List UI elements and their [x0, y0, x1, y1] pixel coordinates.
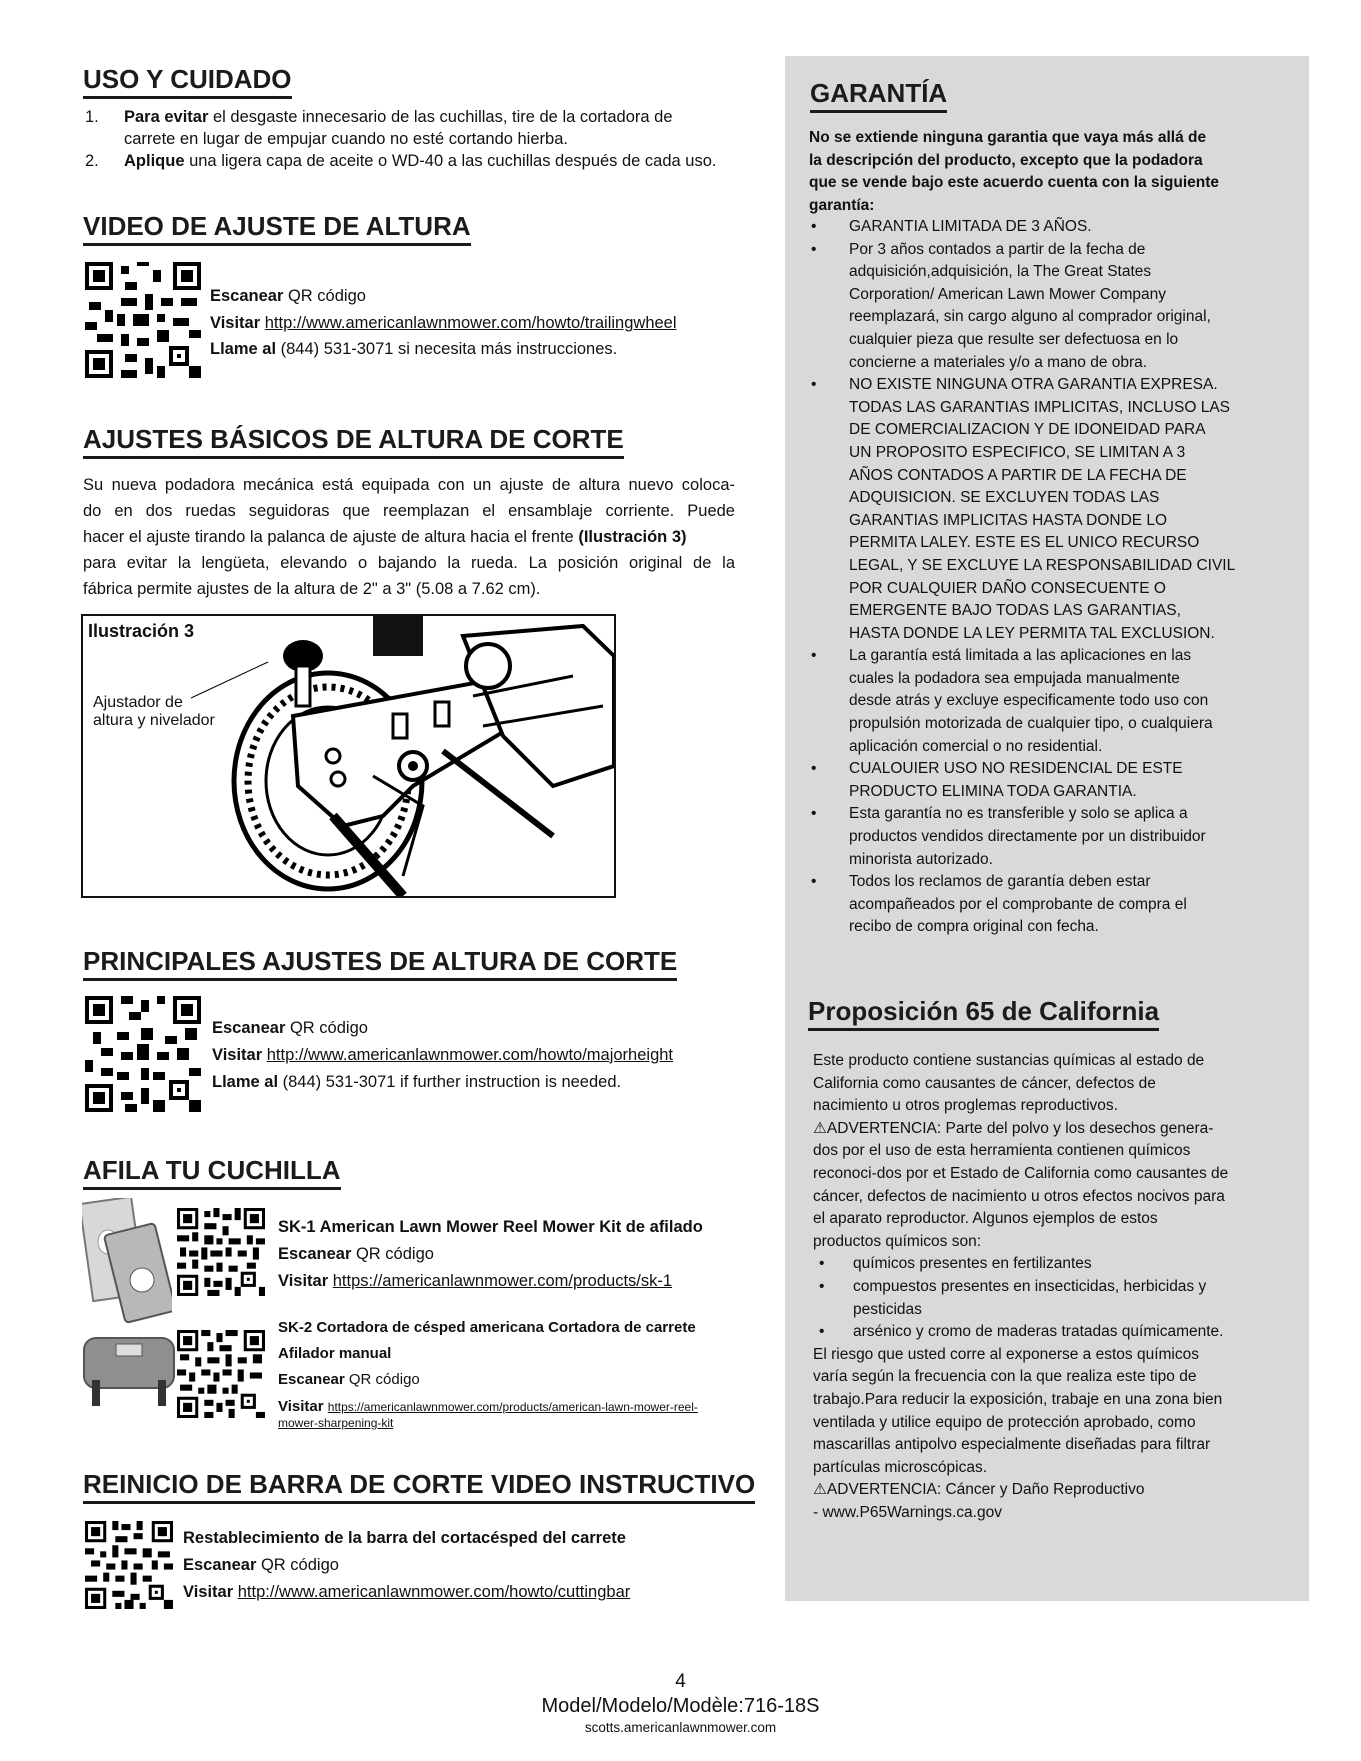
prop65-bullet-1 — [813, 1253, 1228, 1276]
garantia-bullet-text: cuales la podadora sea empujada manualmente — [849, 669, 1180, 687]
sk2-title-2: Afilador manual — [278, 1345, 392, 1362]
scan-lead: Escanear — [278, 1371, 345, 1388]
garantia-bullet-text: adquisición,adquisición, la The Great States — [849, 263, 1152, 281]
prop65-bullet-2-text-2: pesticidas — [853, 1300, 922, 1318]
garantia-bullet-text: DE COMERCIALIZACION Y DE IDONEIDAD PARA — [849, 421, 1206, 439]
garantia-bullet-text: Por 3 años contados a partir de la fecha de — [849, 240, 1146, 258]
prop65-warning-2 — [813, 1479, 1228, 1502]
basicos-line-4: para evitar la lengüeta, elevando o bajando la rueda. La posición original de la — [83, 554, 735, 572]
bullet-icon: • — [811, 218, 817, 235]
garantia-bullet-text: LEGAL, Y SE EXCLUYE LA RESPONSABILIDAD CIVIL — [849, 556, 1236, 574]
bullet-icon: • — [811, 240, 817, 258]
uso-item-1-num: 1. — [85, 108, 99, 126]
reinicio-visit — [183, 1581, 630, 1603]
garantia-bullet-text: HASTA DONDE LA LEY PERMITA TAL EXCLUSION. — [849, 624, 1215, 642]
visit-lead: Visitar — [212, 1046, 263, 1064]
prop65-line: el aparato reproductor. Algunos ejemplos de estos — [813, 1210, 1158, 1228]
sk2-visit — [278, 1398, 698, 1415]
scan-lead: Escanear — [212, 1019, 286, 1037]
garantia-bullet-text: acompañeados por el comprobante de compra el — [849, 895, 1187, 913]
qr-code-icon[interactable] — [85, 262, 201, 378]
garantia-bullet-text: minorista autorizado. — [849, 850, 993, 868]
call-text: (844) 531-3071 si necesita más instrucciones. — [276, 340, 618, 358]
garantia-intro-line-3: que se vende bajo este acuerdo cuenta con la siguiente — [809, 174, 1220, 191]
qr-code-icon[interactable] — [85, 996, 201, 1112]
section-title-reinicio: REINICIO DE BARRA DE CORTE VIDEO INSTRUCTIVO — [83, 1469, 755, 1504]
section-title-principales: PRINCIPALES AJUSTES DE ALTURA DE CORTE — [83, 946, 677, 981]
visit-lead: Visitar — [278, 1398, 324, 1415]
call-lead: Llame al — [212, 1073, 279, 1091]
section-title-prop65: Proposición 65 de California — [808, 996, 1159, 1031]
uso-item-2 — [124, 150, 717, 172]
section-title-afila: AFILA TU CUCHILLA — [83, 1155, 341, 1190]
wheel-adjuster-drawing — [83, 616, 614, 896]
video-altura-scan — [210, 285, 366, 307]
section-title-basicos: AJUSTES BÁSICOS DE ALTURA DE CORTE — [83, 424, 624, 459]
sk1-link[interactable]: https://americanlawnmower.com/products/sk-1 — [332, 1272, 673, 1290]
sk2-scan — [278, 1370, 420, 1390]
garantia-bullet-text: Todos los reclamos de garantía deben estar — [849, 873, 1151, 891]
sk1-title: SK-1 American Lawn Mower Reel Mower Kit de afilado — [278, 1218, 703, 1236]
visit-lead: Visitar — [278, 1272, 329, 1290]
prop65-body — [813, 1050, 1228, 1524]
garantia-bullet-text: AÑOS CONTADOS A PARTIR DE LA FECHA DE — [849, 466, 1187, 484]
bullet-icon: • — [811, 873, 817, 891]
prop65-bullet-2 — [813, 1276, 1228, 1299]
garantia-bullet-text: reemplazará, sin cargo alguno al comprador original, — [849, 308, 1211, 326]
prop65-bullet-3 — [813, 1321, 1228, 1344]
bullet-icon: • — [811, 376, 817, 394]
prop65-bullet-3-text: arsénico y cromo de maderas tratadas químicamente. — [853, 1323, 1224, 1341]
prop65-line: nacimiento u otros proglemas reproductivos. — [813, 1097, 1118, 1115]
garantia-bullet-text: NO EXISTE NINGUNA OTRA GARANTIA EXPRESA. — [849, 376, 1218, 394]
principales-call — [212, 1071, 621, 1093]
uso-item-1-text: el desgaste innecesario de las cuchillas, tire de la cortadora de — [208, 108, 673, 126]
garantia-intro-line-1: No se extiende ninguna garantia que vaya más allá de — [809, 129, 1207, 146]
illustration-label-1: Ajustador de — [93, 694, 183, 711]
illustration-label-2: altura y nivelador — [93, 712, 215, 729]
garantia-bullet-text: Corporation/ American Lawn Mower Company — [849, 285, 1167, 303]
warning-triangle-icon: ⚠ — [813, 1481, 827, 1499]
qr-code-icon[interactable] — [177, 1330, 265, 1418]
prop65-warning-1 — [813, 1118, 1228, 1141]
sk2-link-2[interactable]: mower-sharpening-kit — [278, 1416, 394, 1430]
prop65-line: productos químicos son: — [813, 1232, 982, 1250]
prop65-line: partículas microscópicas. — [813, 1458, 988, 1476]
warning-2-text: ADVERTENCIA: Cáncer y Daño Reproductivo — [826, 1481, 1145, 1499]
sk1-visit — [278, 1270, 672, 1292]
prop65-line: mascarillas antipolvo especialmente diseñadas para filtrar — [813, 1436, 1211, 1454]
scan-text: QR código — [344, 1371, 420, 1388]
garantia-intro-line-4: garantía: — [809, 196, 875, 214]
sk2-title: SK-2 Cortadora de césped americana Cortadora de carrete — [278, 1319, 696, 1336]
garantia-bullet-text: GARANTIAS IMPLICITAS HASTA DONDE LO — [849, 511, 1168, 529]
garantia-bullet-text: ADQUISICION. SE EXCLUYEN TODAS LAS — [849, 489, 1160, 507]
scan-lead: Escanear — [278, 1245, 352, 1263]
garantia-intro — [809, 127, 1219, 217]
garantia-bullet-text: CUALOUIER USO NO RESIDENCIAL DE ESTE — [849, 760, 1183, 778]
bullet-icon: • — [819, 1255, 825, 1273]
bullet-icon: • — [819, 1323, 825, 1341]
prop65-bullet-1-text: químicos presentes en fertilizantes — [853, 1255, 1092, 1273]
garantia-intro-line-2: la descripción del producto, excepto que la podadora — [809, 151, 1203, 169]
trailingwheel-link[interactable]: http://www.americanlawnmower.com/howto/trailingwheel — [264, 314, 677, 332]
garantia-bullet-text: PRODUCTO ELIMINA TODA GARANTIA. — [849, 782, 1137, 800]
scan-text: QR código — [351, 1245, 434, 1263]
sk2-link[interactable]: https://americanlawnmower.com/products/american-lawn-mower-reel- — [327, 1400, 698, 1414]
page-number: 4 — [675, 1671, 686, 1692]
scan-text: QR código — [283, 287, 366, 305]
majorheight-link[interactable]: http://www.americanlawnmower.com/howto/majorheight — [266, 1046, 674, 1064]
basicos-line-3 — [83, 526, 687, 548]
garantia-bullet-text: desde atrás y excluye especificamente todo uso con — [849, 692, 1209, 710]
uso-item-1-lead: Para evitar — [124, 108, 209, 126]
visit-lead: Visitar — [183, 1583, 234, 1601]
prop65-line: dos por el uso de esta herramienta contienen químicos — [813, 1142, 1191, 1160]
reinicio-scan — [183, 1554, 339, 1576]
garantia-bullet-text: Esta garantía no es transferible y solo se aplica a — [849, 805, 1188, 823]
qr-code-icon[interactable] — [177, 1208, 265, 1296]
cuttingbar-link[interactable]: http://www.americanlawnmower.com/howto/cuttingbar — [237, 1583, 631, 1601]
prop65-line: cáncer, defectos de nacimiento u otros efectos nocivos para — [813, 1187, 1225, 1205]
prop65-bullet-2-text: compuestos presentes en insecticidas, herbicidas y — [853, 1277, 1207, 1295]
video-altura-visit — [210, 312, 677, 334]
warning-triangle-icon: ⚠ — [813, 1119, 827, 1137]
warning-1-text: ADVERTENCIA: Parte del polvo y los desechos genera- — [826, 1119, 1214, 1137]
uso-item-1 — [124, 106, 673, 128]
uso-item-1-line2: carrete en lugar de empujar cuando no esté cortando hierba. — [124, 130, 568, 148]
qr-code-icon[interactable] — [85, 1521, 173, 1609]
garantia-bullet-text: aplicación comercial o no residential. — [849, 737, 1103, 755]
prop65-site: - www.P65Warnings.ca.gov — [813, 1503, 1002, 1521]
basicos-line-3-text: hacer el ajuste tirando la palanca de ajuste de altura hacia el frente — [83, 528, 574, 546]
principales-scan — [212, 1017, 368, 1039]
reinicio-line-1: Restablecimiento de la barra del cortacésped del carrete — [183, 1529, 626, 1547]
garantia-bullet-text: EMERGENTE BAJO TODAS LAS GARANTIAS, — [849, 602, 1181, 620]
sk1-scan — [278, 1243, 434, 1265]
uso-item-2-num: 2. — [85, 152, 99, 170]
call-lead: Llame al — [210, 340, 277, 358]
garantia-bullet-text: La garantía está limitada a las aplicaciones en las — [849, 647, 1192, 665]
scan-lead: Escanear — [210, 287, 284, 305]
garantia-bullet-text: PERMITA LALEY. ESTE ES EL UNICO RECURSO — [849, 534, 1200, 552]
basicos-line-2: do en dos ruedas seguidoras que reemplazan el ensamblaje corriente. Puede — [83, 502, 735, 520]
garantia-bullet-text: UN PROPOSITO ESPECIFICO, SE LIMITAN A 3 — [849, 443, 1186, 461]
principales-visit — [212, 1044, 673, 1066]
section-title-video-altura: VIDEO DE AJUSTE DE ALTURA — [83, 211, 471, 246]
video-altura-call — [210, 338, 617, 360]
model-number: Model/Modelo/Modèle:716-18S — [541, 1695, 820, 1717]
basicos-line-1: Su nueva podadora mecánica está equipada con un ajuste de altura nuevo coloca- — [83, 476, 735, 494]
garantia-bullet-text: concierne a materiales y/o a mano de obra. — [849, 353, 1148, 371]
prop65-line: varía según la frecuencia con la que realiza este tipo de — [813, 1368, 1197, 1386]
prop65-line: trabajo.Para reducir la exposición, trabaje en una zona bien — [813, 1390, 1223, 1408]
bullet-icon: • — [811, 647, 817, 665]
garantia-bullet-text: TODAS LAS GARANTIAS IMPLICITAS, INCLUSO LAS — [849, 398, 1230, 416]
sk1-product-image — [82, 1198, 172, 1328]
prop65-line: California como causantes de cáncer, defectos de — [813, 1074, 1156, 1092]
illustration-title: Ilustración 3 — [88, 621, 195, 641]
garantia-bullet-text: productos vendidos directamente por un distribuidor — [849, 828, 1206, 846]
prop65-line: reconoci-dos por et Estado de California como causantes de — [813, 1164, 1229, 1182]
bullet-icon: • — [811, 760, 817, 778]
illustration-3-box — [81, 614, 616, 898]
footer-site: scotts.americanlawnmower.com — [584, 1720, 777, 1735]
prop65-bullet-2-line-2 — [813, 1299, 1228, 1322]
garantia-bullet-text: POR CUALQUIER DAÑO CONSECUENTE O — [849, 579, 1166, 597]
call-text: (844) 531-3071 if further instruction is needed. — [278, 1073, 622, 1091]
basicos-line-3-bold: (Ilustración 3) — [573, 528, 687, 546]
garantia-bullet-text: GARANTIA LIMITADA DE 3 AÑOS. — [849, 218, 1092, 235]
prop65-line: Este producto contiene sustancias químicas al estado de — [813, 1052, 1205, 1069]
uso-item-2-text: una ligera capa de aceite o WD-40 a las cuchillas después de cada uso. — [184, 152, 717, 170]
garantia-bullet-text: cualquier pieza que resulte ser defectuosa en lo — [849, 330, 1179, 348]
bullet-icon: • — [811, 805, 817, 823]
scan-lead: Escanear — [183, 1556, 257, 1574]
prop65-line: ventilada y utilice equipo de protección aprobado, como — [813, 1413, 1196, 1431]
uso-item-2-lead: Aplique — [124, 152, 185, 170]
scan-text: QR código — [256, 1556, 339, 1574]
garantia-bullet-text: recibo de compra original con fecha. — [849, 918, 1099, 936]
scan-text: QR código — [285, 1019, 368, 1037]
sk2-product-image — [80, 1330, 180, 1410]
prop65-line: El riesgo que usted corre al exponerse a estos químicos — [813, 1345, 1199, 1363]
section-title-uso: USO Y CUIDADO — [83, 64, 292, 99]
garantia-bullet-text: propulsión motorizada de cualquier tipo, o cualquiera — [849, 715, 1213, 733]
section-title-garantia: GARANTÍA — [810, 78, 947, 113]
visit-lead: Visitar — [210, 314, 261, 332]
basicos-line-5: fábrica permite ajustes de la altura de 2" a 3" (5.08 a 7.62 cm). — [83, 580, 541, 598]
bullet-icon: • — [819, 1277, 825, 1295]
